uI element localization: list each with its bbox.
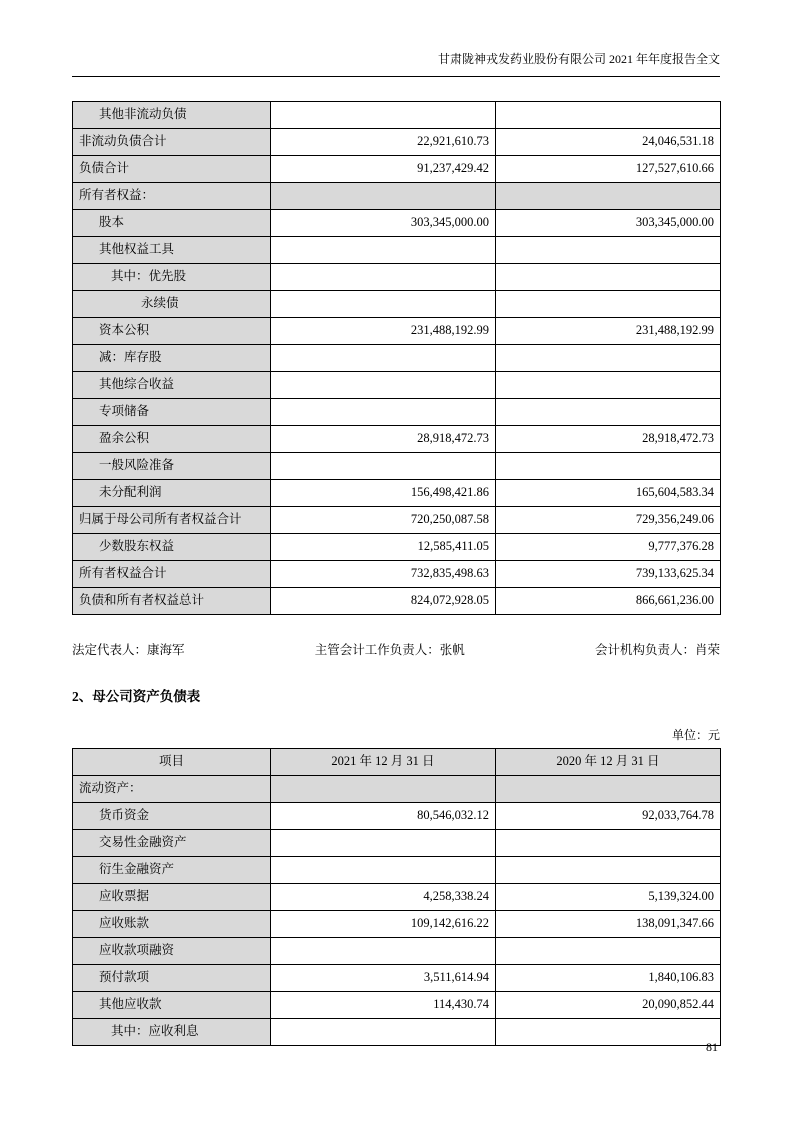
column-header-2020: 2020 年 12 月 31 日 bbox=[496, 749, 721, 776]
value-cell bbox=[271, 291, 496, 318]
value-cell bbox=[271, 857, 496, 884]
row-label: 其他权益工具 bbox=[73, 237, 271, 264]
value-cell bbox=[271, 938, 496, 965]
row-label: 其他非流动负债 bbox=[73, 102, 271, 129]
signature-accounting-supervisor: 主管会计工作负责人：张帆 bbox=[314, 643, 465, 657]
table-row bbox=[73, 183, 721, 210]
unit-label: 单位：元 bbox=[671, 728, 720, 742]
value-cell bbox=[496, 1019, 721, 1046]
table-row bbox=[73, 588, 721, 615]
value-cell: 824,072,928.05 bbox=[271, 588, 496, 615]
table-row bbox=[73, 938, 721, 965]
value-cell: 127,527,610.66 bbox=[496, 156, 721, 183]
column-header-item: 项目 bbox=[73, 749, 271, 776]
value-cell bbox=[271, 372, 496, 399]
consolidated-balance-sheet-table bbox=[72, 101, 721, 615]
row-label: 负债合计 bbox=[73, 156, 271, 183]
table-body bbox=[73, 102, 721, 615]
row-label: 其中：优先股 bbox=[73, 264, 271, 291]
value-cell: 20,090,852.44 bbox=[496, 992, 721, 1019]
value-cell: 729,356,249.06 bbox=[496, 507, 721, 534]
row-label: 减：库存股 bbox=[73, 345, 271, 372]
column-header-2021: 2021 年 12 月 31 日 bbox=[271, 749, 496, 776]
table-row bbox=[73, 480, 721, 507]
row-label: 其他综合收益 bbox=[73, 372, 271, 399]
parent-balance-sheet-table bbox=[72, 748, 721, 1046]
document-header-title: 甘肃陇神戎发药业股份有限公司 2021 年年度报告全文 bbox=[437, 52, 720, 66]
value-cell bbox=[496, 264, 721, 291]
value-cell: 28,918,472.73 bbox=[496, 426, 721, 453]
value-cell bbox=[496, 776, 721, 803]
table-row bbox=[73, 992, 721, 1019]
value-cell: 92,033,764.78 bbox=[496, 803, 721, 830]
page-number: 81 bbox=[706, 1040, 718, 1054]
table-row bbox=[73, 857, 721, 884]
table-row bbox=[73, 156, 721, 183]
value-cell bbox=[496, 291, 721, 318]
table-row bbox=[73, 210, 721, 237]
value-cell bbox=[496, 372, 721, 399]
value-cell bbox=[271, 102, 496, 129]
row-label: 交易性金融资产 bbox=[73, 830, 271, 857]
value-cell: 24,046,531.18 bbox=[496, 129, 721, 156]
row-label: 流动资产： bbox=[73, 776, 271, 803]
value-cell bbox=[496, 453, 721, 480]
value-cell bbox=[271, 1019, 496, 1046]
row-label: 少数股东权益 bbox=[73, 534, 271, 561]
row-label: 衍生金融资产 bbox=[73, 857, 271, 884]
table-row bbox=[73, 102, 721, 129]
row-label: 应收票据 bbox=[73, 884, 271, 911]
value-cell: 303,345,000.00 bbox=[496, 210, 721, 237]
value-cell: 1,840,106.83 bbox=[496, 965, 721, 992]
table-row bbox=[73, 345, 721, 372]
value-cell: 22,921,610.73 bbox=[271, 129, 496, 156]
table-row bbox=[73, 291, 721, 318]
value-cell: 231,488,192.99 bbox=[271, 318, 496, 345]
table-row bbox=[73, 561, 721, 588]
document-header bbox=[72, 50, 720, 77]
table-header-row bbox=[73, 749, 721, 776]
row-label: 应收款项融资 bbox=[73, 938, 271, 965]
value-cell: 739,133,625.34 bbox=[496, 561, 721, 588]
row-label: 资本公积 bbox=[73, 318, 271, 345]
value-cell bbox=[271, 345, 496, 372]
signature-legal-representative: 法定代表人：康海军 bbox=[72, 643, 185, 657]
value-cell: 80,546,032.12 bbox=[271, 803, 496, 830]
value-cell: 165,604,583.34 bbox=[496, 480, 721, 507]
row-label: 其中：应收利息 bbox=[73, 1019, 271, 1046]
row-label: 所有者权益合计 bbox=[73, 561, 271, 588]
table-row bbox=[73, 129, 721, 156]
value-cell bbox=[496, 183, 721, 210]
row-label: 应收账款 bbox=[73, 911, 271, 938]
table-row bbox=[73, 884, 721, 911]
value-cell bbox=[271, 399, 496, 426]
value-cell: 732,835,498.63 bbox=[271, 561, 496, 588]
table-row bbox=[73, 534, 721, 561]
value-cell: 91,237,429.42 bbox=[271, 156, 496, 183]
table-row bbox=[73, 264, 721, 291]
value-cell bbox=[496, 345, 721, 372]
row-label: 非流动负债合计 bbox=[73, 129, 271, 156]
table-row bbox=[73, 237, 721, 264]
table-row bbox=[73, 426, 721, 453]
value-cell bbox=[496, 102, 721, 129]
table-row bbox=[73, 1019, 721, 1046]
value-cell: 138,091,347.66 bbox=[496, 911, 721, 938]
row-label: 货币资金 bbox=[73, 803, 271, 830]
value-cell bbox=[496, 830, 721, 857]
value-cell: 28,918,472.73 bbox=[271, 426, 496, 453]
value-cell bbox=[271, 776, 496, 803]
table-row bbox=[73, 399, 721, 426]
value-cell: 303,345,000.00 bbox=[271, 210, 496, 237]
value-cell bbox=[271, 264, 496, 291]
value-cell bbox=[496, 938, 721, 965]
row-label: 其他应收款 bbox=[73, 992, 271, 1019]
value-cell bbox=[271, 453, 496, 480]
value-cell: 866,661,236.00 bbox=[496, 588, 721, 615]
value-cell: 231,488,192.99 bbox=[496, 318, 721, 345]
row-label: 永续债 bbox=[73, 291, 271, 318]
table-row bbox=[73, 965, 721, 992]
row-label: 负债和所有者权益总计 bbox=[73, 588, 271, 615]
value-cell bbox=[271, 237, 496, 264]
table-row bbox=[73, 803, 721, 830]
table-row bbox=[73, 318, 721, 345]
value-cell: 114,430.74 bbox=[271, 992, 496, 1019]
table-row bbox=[73, 507, 721, 534]
table-row bbox=[73, 911, 721, 938]
row-label: 未分配利润 bbox=[73, 480, 271, 507]
value-cell: 12,585,411.05 bbox=[271, 534, 496, 561]
value-cell: 3,511,614.94 bbox=[271, 965, 496, 992]
table-row bbox=[73, 453, 721, 480]
value-cell bbox=[271, 830, 496, 857]
value-cell: 5,139,324.00 bbox=[496, 884, 721, 911]
table-row bbox=[73, 372, 721, 399]
value-cell: 156,498,421.86 bbox=[271, 480, 496, 507]
value-cell bbox=[496, 237, 721, 264]
value-cell bbox=[496, 857, 721, 884]
row-label: 专项储备 bbox=[73, 399, 271, 426]
table-body bbox=[73, 776, 721, 1046]
row-label: 一般风险准备 bbox=[73, 453, 271, 480]
value-cell: 720,250,087.58 bbox=[271, 507, 496, 534]
signature-accounting-head: 会计机构负责人：肖荣 bbox=[594, 643, 720, 657]
section-title: 2、母公司资产负债表 bbox=[72, 689, 201, 704]
row-label: 预付款项 bbox=[73, 965, 271, 992]
row-label: 股本 bbox=[73, 210, 271, 237]
signature-line bbox=[72, 640, 720, 658]
table-row bbox=[73, 830, 721, 857]
row-label: 所有者权益： bbox=[73, 183, 271, 210]
table-row bbox=[73, 776, 721, 803]
value-cell bbox=[271, 183, 496, 210]
value-cell: 9,777,376.28 bbox=[496, 534, 721, 561]
value-cell: 109,142,616.22 bbox=[271, 911, 496, 938]
row-label: 归属于母公司所有者权益合计 bbox=[73, 507, 271, 534]
table-head bbox=[73, 749, 721, 776]
value-cell bbox=[496, 399, 721, 426]
value-cell: 4,258,338.24 bbox=[271, 884, 496, 911]
row-label: 盈余公积 bbox=[73, 426, 271, 453]
